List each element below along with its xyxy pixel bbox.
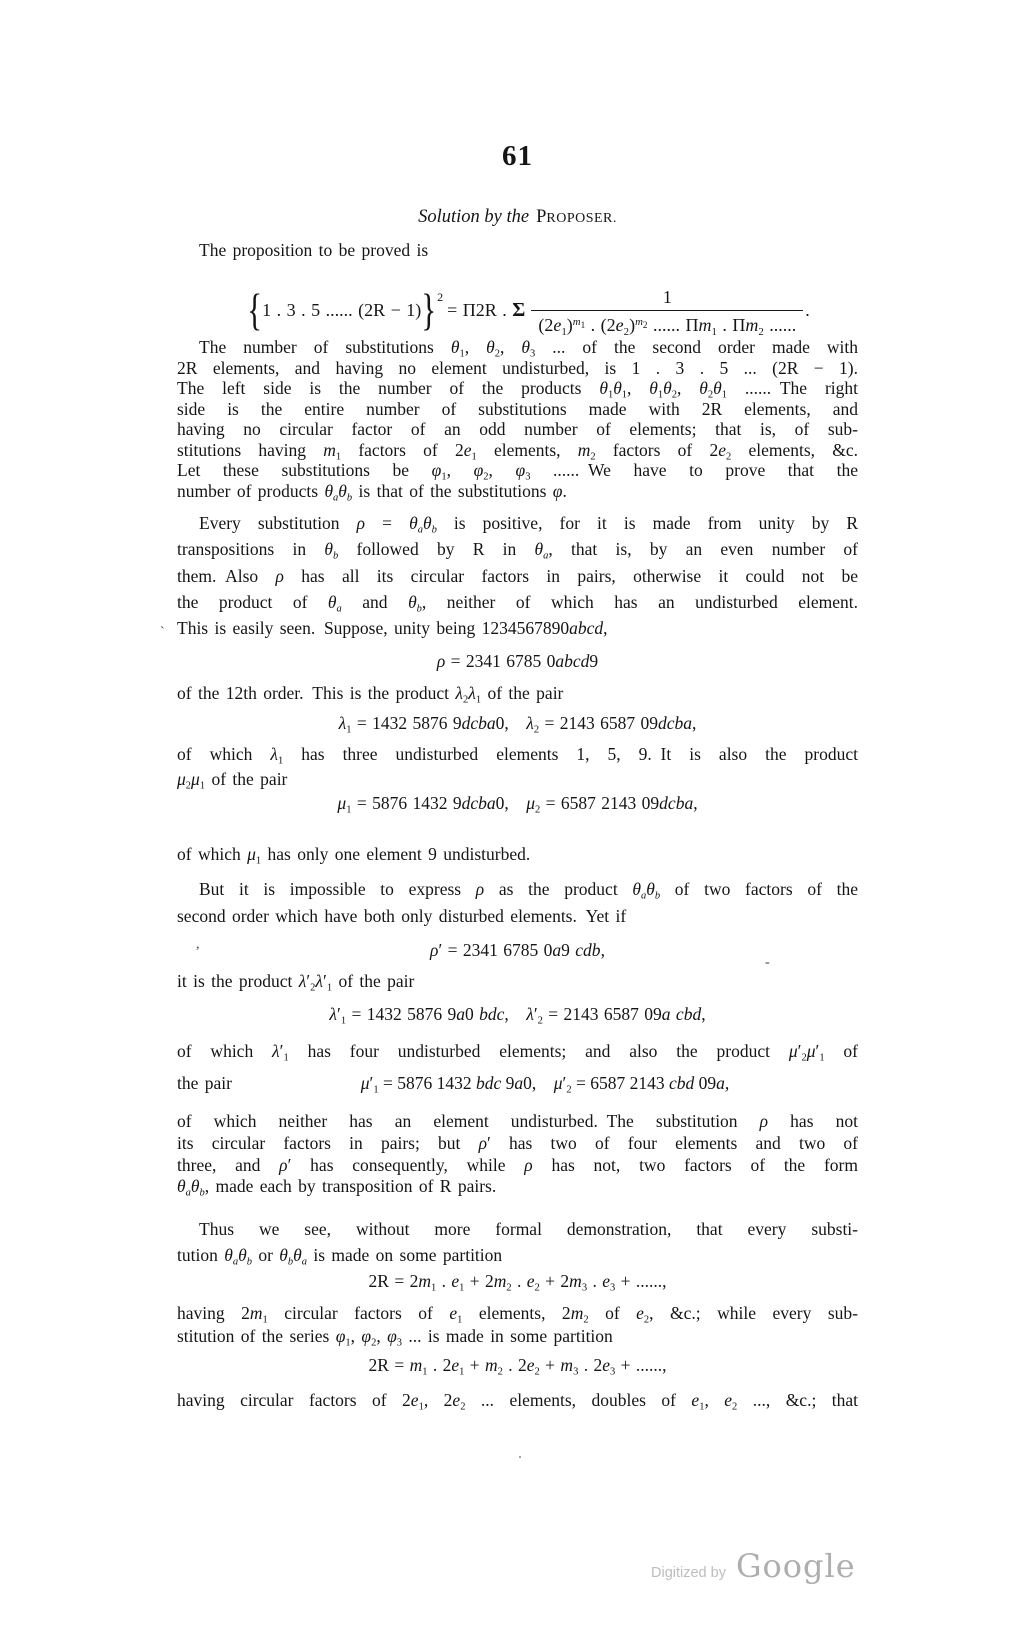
section-heading — [177, 206, 858, 230]
paragraph-impossible — [177, 876, 858, 930]
formula-partition-phi: $2R = m_1$ . $2e_1 + m_2$ . $2e_2 + m_3$ . $2e_3$ + ......, — [368, 1355, 667, 1378]
scan-artifact-dot — [519, 1456, 521, 1458]
formula-mu-pair: $\mu_1 = 5876$ 1432 9dcba0, $\mu_2 = 6587$ 2143 09dcba, — [337, 793, 698, 816]
scan-artifact-dash: - — [765, 955, 770, 970]
heading-caps-initial: P — [536, 207, 547, 227]
paragraph-lambda-undisturbed — [177, 742, 858, 791]
heading-caps-rest: ROPOSER. — [546, 211, 617, 226]
text-line: $\mu_2\mu_1$ of the pair — [177, 768, 288, 792]
google-books-watermark — [651, 1549, 856, 1583]
paragraph-circular-factors: having circular factors of $2e_1$, $2e_2$ ... elements, doubles of $e_1$, $e_2$ ..., &c.; that — [177, 1390, 859, 1413]
formula-period: . — [805, 300, 810, 321]
text-line: three, and ρ′ has consequently, while ρ has not, two factors of the form — [177, 1154, 858, 1175]
paragraph-neither-undisturbed — [177, 1111, 858, 1198]
fraction-denominator: $(2e_1)^{m_1}$ . $(2e_2)^{m_2}$ ...... $\Pi m_1$ . $\Pi m_2$ ...... — [531, 310, 803, 337]
paragraph-four-undisturbed — [177, 1041, 858, 1063]
digitized-by-label: Digitized by — [651, 1565, 726, 1581]
scan-artifact-tick: ˋ — [160, 625, 165, 640]
text-line: stitution of the series $\varphi_1$, $\varphi_2$, $\varphi_3$ ... is made in some partition — [177, 1326, 613, 1349]
text-line: This is easily seen. Suppose, unity being 1234567890abcd, — [177, 618, 608, 639]
formula-lambda-pair: $\lambda_1 = 1432$ 5876 9dcba0, $\lambda_2 = 2143$ 6587 09dcba, — [338, 713, 697, 736]
text-line: The left side is the number of the products $\theta_1\theta_1$, $\theta_1\theta_2$, $\theta_2\theta_1$ ...... The right — [177, 378, 858, 401]
text-line: second order which have both only disturbed elements. Yet if — [177, 906, 627, 926]
text-line: side is the entire number of substitutions made with 2R elements, and — [177, 398, 858, 419]
text-line: stitutions having $m_1$ factors of $2e_1$ elements, $m_2$ factors of $2e_2$ elements, &c. — [177, 439, 858, 463]
text-line: 2R elements, and having no element undisturbed, is 1 . 3 . 5 ... (2R − 1). — [177, 357, 858, 378]
formula-fraction — [531, 287, 803, 337]
text-line: having no circular factor of an odd number of elements; that is, of sub- — [177, 419, 858, 439]
google-logo: Google — [735, 1547, 856, 1585]
paragraph-mu-undisturbed: of which $\mu_1$ has only one element 9 undisturbed. — [177, 844, 531, 867]
text-line: Every substitution $\rho = \theta_a\theta_b$ is positive, for it is made from unity by R — [199, 513, 858, 536]
text-line: the product of $\theta_a$ and $\theta_b$, neither of which has an undisturbed element. — [177, 591, 858, 615]
formula-left-body: 1 . 3 . 5 ...... (2R − 1) — [262, 300, 422, 321]
paragraph-12th-order: of the 12th order. This is the product $\lambda_2\lambda_1$ of the pair — [177, 683, 564, 706]
text-line: its circular factors in pairs; but ρ′ has two of four elements and two of — [177, 1132, 859, 1153]
formula-rho-prime: ρ′ = 2341 6785 0a9 cdb, — [430, 940, 605, 960]
formula-rho: ρ = 2341 6785 0abcd9 — [436, 651, 599, 671]
formula-mu-prime-pair: $\mu'_1 = 5876$ 1432 bdc 9a0, $\mu'_2 = 6587$ 2143 cbd 09a, — [360, 1073, 730, 1096]
intro-line: The proposition to be proved is — [199, 240, 429, 260]
text-line: Thus we see, without more formal demonstration, that every substi- — [199, 1219, 858, 1239]
paragraph-substitution-count — [177, 337, 859, 504]
heading-italic-text: Solution by the — [418, 207, 530, 227]
text-line: of which $\lambda_1$ has three undisturbed elements 1, 5, 9. It is also the product — [177, 744, 858, 767]
text-line: of which neither has an element undisturbed. The substitution ρ has not — [177, 1111, 858, 1131]
paragraph-product-lambda-prime: it is the product $\lambda'_2\lambda'_1$ of the pair — [177, 971, 415, 994]
paragraph-every-substitution — [177, 510, 858, 641]
pair-label-formula-row — [177, 1073, 858, 1094]
text-line: of which $\lambda'_1$ has four undisturbed elements; and also the product $\mu'_2\mu'_1$ of — [177, 1041, 859, 1064]
right-brace: } — [421, 284, 437, 335]
text-line: number of products $\theta_a\theta_b$ is that of the substitutions φ. — [177, 480, 567, 504]
left-brace: { — [247, 284, 263, 335]
formula-lambda-prime-pair: $\lambda'_1 = 1432$ 5876 9a0 bdc, $\lambda'_2 = 2143$ 6587 09a cbd, — [329, 1004, 706, 1027]
page-number: 61 — [502, 140, 533, 172]
text-line: them. Also ρ has all its circular factors in pairs, otherwise it could not be — [177, 565, 858, 586]
text-line: But it is impossible to express ρ as the product $\theta_a\theta_b$ of two factors of the — [199, 879, 858, 902]
fraction-numerator: 1 — [662, 287, 672, 307]
text-line: transpositions in $\theta_b$ followed by R in $\theta_a$, that is, by an even number of — [177, 539, 858, 562]
pair-label: the pair — [177, 1073, 232, 1093]
formula-exponent: 2 — [437, 290, 444, 305]
paragraph-thus-we-see — [177, 1216, 858, 1269]
text-line: tution $\theta_a\theta_b$ or $\theta_b\theta_a$ is made on some partition — [177, 1245, 503, 1268]
text-line: $\theta_a\theta_b$, made each by transposition of R pairs. — [177, 1176, 497, 1200]
text-line: Let these substitutions be $\varphi_1$, $\varphi_2$, $\varphi_3$ ...... We have to prove that the — [177, 460, 859, 483]
scan-artifact-comma: , — [196, 937, 200, 952]
text-line: having $2m_1$ circular factors of $e_1$ elements, $2m_2$ of $e_2$, &c.; while every sub- — [177, 1303, 858, 1326]
formula-partition-theta: $2R = 2m_1$ . $e_1 + 2m_2$ . $e_2 + 2m_3$ . $e_3$ + ......, — [368, 1271, 667, 1294]
text-line: The number of substitutions $\theta_1$, $\theta_2$, $\theta_3$ ... of the second order made with — [199, 337, 859, 360]
sigma-symbol: Σ — [512, 299, 526, 322]
formula-equals-part: = Π2R . — [447, 300, 513, 321]
paragraph-having-2m1 — [177, 1302, 858, 1348]
